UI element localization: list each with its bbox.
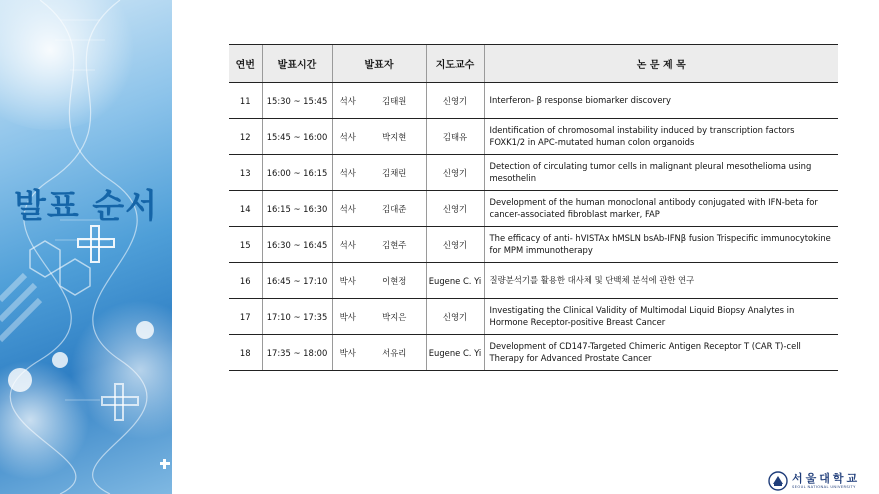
row-title: The efficacy of anti- hVISTAx hMSLN bsAb-IFNβ fusion Trispecific immunocytokine for MPM immunotherapy [484, 227, 838, 263]
row-presenter: 이현정 [363, 263, 426, 299]
row-advisor: Eugene C. Yi [426, 335, 484, 371]
header-advisor: 지도교수 [426, 45, 484, 83]
header-time: 발표시간 [262, 45, 332, 83]
table-row [229, 119, 838, 155]
row-advisor: 신영기 [426, 155, 484, 191]
header-presenter: 발표자 [332, 45, 426, 83]
row-time: 16:30 ~ 16:45 [262, 227, 332, 263]
row-degree: 박사 [332, 263, 363, 299]
row-presenter: 박지현 [363, 119, 426, 155]
table-header-row [229, 45, 838, 83]
presentation-schedule-table [229, 44, 838, 371]
row-time: 16:45 ~ 17:10 [262, 263, 332, 299]
table-row [229, 227, 838, 263]
row-presenter: 김대준 [363, 191, 426, 227]
row-degree: 석사 [332, 227, 363, 263]
row-title: Detection of circulating tumor cells in malignant pleural mesothelioma using mesothelin [484, 155, 838, 191]
row-no: 18 [229, 335, 262, 371]
table-row [229, 83, 838, 119]
row-advisor: 신영기 [426, 227, 484, 263]
side-panel [0, 0, 172, 494]
plus-icon-2 [100, 382, 140, 422]
logo-name-english: SEOUL NATIONAL UNIVERSITY [792, 484, 856, 489]
row-title: Identification of chromosomal instability induced by transcription factors FOXK1/2 in APC-mutated human colon organoids [484, 119, 838, 155]
row-no: 13 [229, 155, 262, 191]
row-title: Investigating the Clinical Validity of Multimodal Liquid Biopsy Analytes in Hormone Receptor-positive Breast Cancer [484, 299, 838, 335]
row-presenter: 김현주 [363, 227, 426, 263]
page-title: 발표 순서 [14, 186, 159, 225]
row-title: Development of the human monoclonal antibody conjugated with IFN-beta for cancer-associated fibroblast marker, FAP [484, 191, 838, 227]
row-degree: 석사 [332, 119, 363, 155]
row-presenter: 김태원 [363, 83, 426, 119]
row-degree: 석사 [332, 83, 363, 119]
row-time: 15:45 ~ 16:00 [262, 119, 332, 155]
row-advisor: 신영기 [426, 299, 484, 335]
row-presenter: 서유리 [363, 335, 426, 371]
row-time: 17:35 ~ 18:00 [262, 335, 332, 371]
plus-icon [76, 224, 116, 264]
logo-name-korean: 서울대학교 [792, 471, 861, 485]
table-row [229, 335, 838, 371]
row-presenter: 김채린 [363, 155, 426, 191]
university-emblem-icon [768, 471, 788, 491]
row-advisor: 김태유 [426, 119, 484, 155]
row-no: 14 [229, 191, 262, 227]
row-no: 11 [229, 83, 262, 119]
table-row [229, 191, 838, 227]
row-presenter: 박지은 [363, 299, 426, 335]
row-title: Interferon- β response biomarker discovery [484, 83, 838, 119]
row-advisor: 신영기 [426, 191, 484, 227]
row-time: 17:10 ~ 17:35 [262, 299, 332, 335]
row-no: 17 [229, 299, 262, 335]
table-row [229, 299, 838, 335]
row-degree: 석사 [332, 191, 363, 227]
row-no: 16 [229, 263, 262, 299]
row-time: 16:00 ~ 16:15 [262, 155, 332, 191]
university-logo [768, 471, 878, 491]
table-row [229, 155, 838, 191]
table-row [229, 263, 838, 299]
row-time: 15:30 ~ 15:45 [262, 83, 332, 119]
row-advisor: 신영기 [426, 83, 484, 119]
row-degree: 석사 [332, 155, 363, 191]
row-time: 16:15 ~ 16:30 [262, 191, 332, 227]
header-no: 연번 [229, 45, 262, 83]
row-no: 15 [229, 227, 262, 263]
row-degree: 박사 [332, 335, 363, 371]
row-no: 12 [229, 119, 262, 155]
row-advisor: Eugene C. Yi [426, 263, 484, 299]
row-title: Development of CD147-Targeted Chimeric Antigen Receptor T (CAR T)-cell Therapy for Advanced Prostate Cancer [484, 335, 838, 371]
row-title: 질량분석기를 활용한 대사체 및 단백체 분석에 관한 연구 [484, 263, 838, 299]
row-degree: 박사 [332, 299, 363, 335]
header-title: 논 문 제 목 [484, 45, 838, 83]
